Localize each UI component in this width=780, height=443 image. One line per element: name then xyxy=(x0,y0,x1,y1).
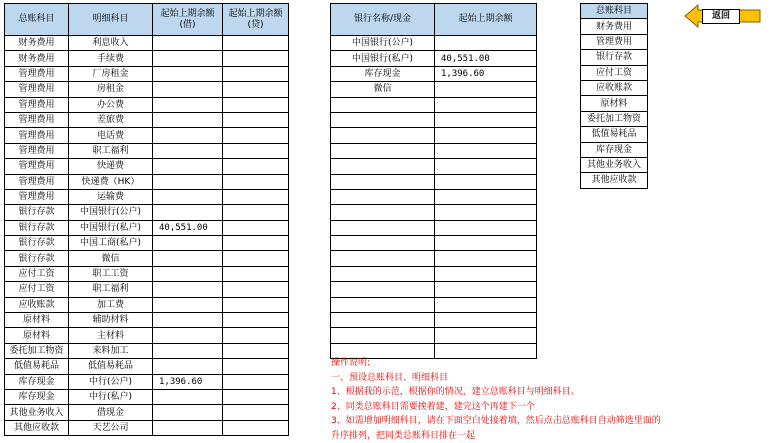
table-row xyxy=(331,66,537,81)
account-list-cell[interactable]: 原材料 xyxy=(581,96,648,111)
debit-cell[interactable] xyxy=(153,143,223,158)
table-row xyxy=(5,251,289,266)
table-row xyxy=(331,282,537,297)
balance-cell[interactable] xyxy=(435,266,537,281)
credit-cell[interactable] xyxy=(223,236,289,251)
debit-cell[interactable] xyxy=(153,82,223,97)
general-account-cell[interactable]: 管理费用 xyxy=(5,66,69,81)
detail-account-cell[interactable]: 运输费 xyxy=(69,189,153,204)
table-row xyxy=(331,51,537,66)
list-item xyxy=(581,34,648,49)
credit-cell[interactable] xyxy=(223,343,289,358)
general-account-cell[interactable]: 管理费用 xyxy=(5,143,69,158)
general-account-cell[interactable]: 财务费用 xyxy=(5,51,69,66)
list-item xyxy=(581,80,648,95)
bank-name-cell[interactable] xyxy=(331,189,435,204)
list-item xyxy=(581,173,648,188)
debit-cell[interactable] xyxy=(153,51,223,66)
table-row xyxy=(5,420,289,435)
list-item xyxy=(581,157,648,172)
account-list-cell[interactable]: 银行存款 xyxy=(581,50,648,65)
balance-cell[interactable] xyxy=(435,282,537,297)
table-row xyxy=(331,328,537,343)
detail-account-cell[interactable]: 职工福利 xyxy=(69,282,153,297)
instruction-line: 2、同类总账科目需要挨着建，建完这个再建下一个 xyxy=(331,400,776,415)
table-row xyxy=(331,112,537,127)
detail-account-cell[interactable]: 来料加工 xyxy=(69,343,153,358)
bank-name-cell[interactable] xyxy=(331,97,435,112)
balance-cell[interactable] xyxy=(435,97,537,112)
table-row xyxy=(331,189,537,204)
account-list-cell[interactable]: 其他应收款 xyxy=(581,173,648,188)
bank-name-cell[interactable] xyxy=(331,266,435,281)
detail-account-cell[interactable]: 房租金 xyxy=(69,82,153,97)
general-account-cell[interactable]: 委托加工物资 xyxy=(5,343,69,358)
balance-cell[interactable] xyxy=(435,328,537,343)
table-row xyxy=(5,97,289,112)
balance-cell[interactable] xyxy=(435,112,537,127)
credit-cell[interactable] xyxy=(223,251,289,266)
general-account-cell[interactable]: 低值易耗品 xyxy=(5,359,69,374)
bank-name-cell[interactable] xyxy=(331,313,435,328)
debit-cell[interactable] xyxy=(153,112,223,127)
table-row xyxy=(5,159,289,174)
back-button[interactable] xyxy=(684,4,762,28)
general-account-cell[interactable]: 管理费用 xyxy=(5,97,69,112)
detail-account-cell[interactable]: 中国工商(私户) xyxy=(69,236,153,251)
account-list-cell[interactable]: 管理费用 xyxy=(581,34,648,49)
list-item xyxy=(581,111,648,126)
detail-account-cell[interactable]: 利息收入 xyxy=(69,36,153,51)
credit-cell[interactable] xyxy=(223,420,289,435)
debit-cell[interactable] xyxy=(153,236,223,251)
general-account-cell[interactable]: 应收账款 xyxy=(5,297,69,312)
account-list-cell[interactable]: 其他业务收入 xyxy=(581,157,648,172)
general-account-cell[interactable]: 库存现金 xyxy=(5,389,69,404)
credit-cell[interactable] xyxy=(223,282,289,297)
detail-account-cell[interactable]: 低值易耗品 xyxy=(69,359,153,374)
detail-account-cell[interactable]: 差旅费 xyxy=(69,112,153,127)
credit-cell[interactable] xyxy=(223,405,289,420)
detail-account-cell[interactable]: 天艺公司 xyxy=(69,420,153,435)
general-account-cell[interactable]: 银行存款 xyxy=(5,220,69,235)
bank-name-cell[interactable] xyxy=(331,251,435,266)
table-row xyxy=(5,174,289,189)
general-account-cell[interactable]: 应付工资 xyxy=(5,282,69,297)
table-row xyxy=(331,159,537,174)
instruction-line: 一、预设总账科目、明细科目 xyxy=(331,371,776,386)
bank-name-cell[interactable] xyxy=(331,143,435,158)
table-row xyxy=(5,66,289,81)
balance-cell[interactable] xyxy=(435,143,537,158)
credit-cell[interactable] xyxy=(223,143,289,158)
credit-cell[interactable] xyxy=(223,189,289,204)
table-row xyxy=(331,266,537,281)
credit-cell[interactable] xyxy=(223,328,289,343)
debit-cell[interactable] xyxy=(153,328,223,343)
general-account-cell[interactable]: 原材料 xyxy=(5,328,69,343)
bank-name-cell[interactable] xyxy=(331,282,435,297)
credit-cell[interactable] xyxy=(223,36,289,51)
general-account-cell[interactable]: 库存现金 xyxy=(5,374,69,389)
list-item xyxy=(581,96,648,111)
table-row xyxy=(5,297,289,312)
credit-cell[interactable] xyxy=(223,220,289,235)
table-row xyxy=(331,236,537,251)
detail-account-cell[interactable]: 快递费（HK） xyxy=(69,174,153,189)
instruction-line: 升序排列，把同类总账科目排在一起 xyxy=(331,429,776,443)
debit-cell[interactable] xyxy=(153,251,223,266)
table-row xyxy=(331,174,537,189)
balance-cell[interactable] xyxy=(435,174,537,189)
general-account-cell[interactable]: 管理费用 xyxy=(5,128,69,143)
table-row xyxy=(5,328,289,343)
debit-cell[interactable] xyxy=(153,205,223,220)
credit-cell[interactable] xyxy=(223,159,289,174)
table-row xyxy=(5,313,289,328)
detail-account-cell[interactable]: 快递费 xyxy=(69,159,153,174)
bank-name-cell[interactable] xyxy=(331,159,435,174)
table-row xyxy=(5,189,289,204)
general-account-cell[interactable]: 应付工资 xyxy=(5,266,69,281)
credit-cell[interactable] xyxy=(223,112,289,127)
table-row xyxy=(5,112,289,127)
general-account-cell[interactable]: 银行存款 xyxy=(5,205,69,220)
debit-cell[interactable] xyxy=(153,343,223,358)
bank-name-cell[interactable]: 中国银行(私户) xyxy=(331,51,435,66)
detail-account-header: 明细科目 xyxy=(69,4,153,36)
instruction-line: 1、根据我的示范，根据你的情况，建立总账科目与明细科目。 xyxy=(331,385,776,400)
table-row xyxy=(331,205,537,220)
table-row xyxy=(5,389,289,404)
credit-cell[interactable] xyxy=(223,266,289,281)
balance-cell[interactable] xyxy=(435,251,537,266)
general-account-cell[interactable]: 银行存款 xyxy=(5,236,69,251)
header-row xyxy=(331,4,537,36)
table-row xyxy=(5,282,289,297)
debit-cell[interactable] xyxy=(153,36,223,51)
list-item xyxy=(581,19,648,34)
balance-cell[interactable] xyxy=(435,297,537,312)
credit-cell[interactable] xyxy=(223,82,289,97)
detail-account-cell[interactable]: 电话费 xyxy=(69,128,153,143)
bank-name-cell[interactable] xyxy=(331,128,435,143)
debit-cell[interactable] xyxy=(153,389,223,404)
table-row xyxy=(331,128,537,143)
table-row xyxy=(5,36,289,51)
debit-cell[interactable] xyxy=(153,159,223,174)
general-account-cell[interactable]: 管理费用 xyxy=(5,112,69,127)
credit-cell[interactable] xyxy=(223,313,289,328)
detail-account-cell[interactable]: 厂房租金 xyxy=(69,66,153,81)
header-row xyxy=(5,4,289,36)
balance-cell[interactable] xyxy=(435,189,537,204)
balance-cell[interactable] xyxy=(435,128,537,143)
detail-account-cell[interactable]: 借现金 xyxy=(69,405,153,420)
debit-cell[interactable]: 1,396.60 xyxy=(153,374,223,389)
account-list-table xyxy=(580,3,648,189)
debit-cell[interactable] xyxy=(153,174,223,189)
general-account-header: 总账科目 xyxy=(5,4,69,36)
table-row xyxy=(5,374,289,389)
credit-cell[interactable] xyxy=(223,66,289,81)
opening-debit-header: 起始上期余额(借) xyxy=(153,4,223,36)
general-account-cell[interactable]: 其他业务收入 xyxy=(5,405,69,420)
table-row xyxy=(331,36,537,51)
table-row xyxy=(5,205,289,220)
credit-cell[interactable] xyxy=(223,205,289,220)
instructions-block xyxy=(331,356,776,443)
bank-name-header: 银行名称/现金 xyxy=(331,4,435,36)
balance-cell[interactable] xyxy=(435,313,537,328)
debit-cell[interactable] xyxy=(153,313,223,328)
detail-account-cell[interactable]: 手续费 xyxy=(69,51,153,66)
debit-cell[interactable] xyxy=(153,405,223,420)
detail-account-cell[interactable]: 中国银行(私户) xyxy=(69,220,153,235)
detail-account-cell[interactable]: 职工工资 xyxy=(69,266,153,281)
left-ledger-table xyxy=(4,3,289,436)
debit-cell[interactable] xyxy=(153,266,223,281)
detail-account-cell[interactable]: 主材料 xyxy=(69,328,153,343)
table-row xyxy=(331,313,537,328)
table-row xyxy=(331,143,537,158)
detail-account-cell[interactable]: 中行(公户) xyxy=(69,374,153,389)
general-account-cell[interactable]: 管理费用 xyxy=(5,174,69,189)
table-row xyxy=(5,266,289,281)
list-item xyxy=(581,142,648,157)
bank-name-cell[interactable]: 微信 xyxy=(331,82,435,97)
table-row xyxy=(5,51,289,66)
debit-cell[interactable] xyxy=(153,359,223,374)
bank-name-cell[interactable]: 库存现金 xyxy=(331,66,435,81)
table-row xyxy=(5,236,289,251)
account-list-cell[interactable]: 应付工资 xyxy=(581,65,648,80)
table-row xyxy=(331,251,537,266)
general-account-cell[interactable]: 管理费用 xyxy=(5,159,69,174)
balance-cell[interactable] xyxy=(435,36,537,51)
table-row xyxy=(5,82,289,97)
table-row xyxy=(331,297,537,312)
credit-cell[interactable] xyxy=(223,297,289,312)
general-account-cell[interactable]: 财务费用 xyxy=(5,36,69,51)
general-account-cell[interactable]: 管理费用 xyxy=(5,189,69,204)
debit-cell[interactable] xyxy=(153,97,223,112)
bank-name-cell[interactable] xyxy=(331,205,435,220)
bank-name-cell[interactable] xyxy=(331,112,435,127)
detail-account-cell[interactable]: 加工费 xyxy=(69,297,153,312)
balance-cell[interactable]: 1,396.60 xyxy=(435,66,537,81)
credit-cell[interactable] xyxy=(223,359,289,374)
table-row xyxy=(5,143,289,158)
debit-cell[interactable] xyxy=(153,128,223,143)
balance-cell[interactable]: 40,551.00 xyxy=(435,51,537,66)
credit-cell[interactable] xyxy=(223,97,289,112)
general-account-cell[interactable]: 原材料 xyxy=(5,313,69,328)
debit-cell[interactable] xyxy=(153,297,223,312)
table-row xyxy=(5,220,289,235)
balance-cell[interactable] xyxy=(435,82,537,97)
opening-credit-header: 起始上期余额(贷) xyxy=(223,4,289,36)
credit-cell[interactable] xyxy=(223,174,289,189)
header-row xyxy=(581,4,648,19)
account-list-cell[interactable]: 委托加工物资 xyxy=(581,111,648,126)
debit-cell[interactable] xyxy=(153,420,223,435)
table-row xyxy=(5,343,289,358)
bank-name-cell[interactable] xyxy=(331,174,435,189)
bank-balance-table xyxy=(330,3,537,359)
debit-cell[interactable] xyxy=(153,66,223,81)
credit-cell[interactable] xyxy=(223,128,289,143)
general-account-cell[interactable]: 管理费用 xyxy=(5,82,69,97)
bank-name-cell[interactable] xyxy=(331,297,435,312)
detail-account-cell[interactable]: 职工福利 xyxy=(69,143,153,158)
back-button-label: 返回 xyxy=(702,9,740,24)
debit-cell[interactable] xyxy=(153,282,223,297)
credit-cell[interactable] xyxy=(223,374,289,389)
table-row xyxy=(331,82,537,97)
balance-cell[interactable] xyxy=(435,220,537,235)
table-row xyxy=(5,405,289,420)
detail-account-cell[interactable]: 微信 xyxy=(69,251,153,266)
balance-cell[interactable] xyxy=(435,159,537,174)
bank-name-cell[interactable]: 中国银行(公户) xyxy=(331,36,435,51)
table-row xyxy=(331,220,537,235)
debit-cell[interactable] xyxy=(153,189,223,204)
general-account-cell[interactable]: 银行存款 xyxy=(5,251,69,266)
detail-account-cell[interactable]: 中行(私户) xyxy=(69,389,153,404)
bank-name-cell[interactable] xyxy=(331,328,435,343)
account-list-cell[interactable]: 低值易耗品 xyxy=(581,127,648,142)
table-row xyxy=(5,128,289,143)
account-list-header: 总账科目 xyxy=(581,4,648,19)
bank-name-cell[interactable] xyxy=(331,236,435,251)
list-item xyxy=(581,50,648,65)
list-item xyxy=(581,127,648,142)
opening-balance-header: 起始上期余额 xyxy=(435,4,537,36)
credit-cell[interactable] xyxy=(223,51,289,66)
detail-account-cell[interactable]: 辅助材料 xyxy=(69,313,153,328)
account-list-cell[interactable]: 财务费用 xyxy=(581,19,648,34)
detail-account-cell[interactable]: 中国银行(公户) xyxy=(69,205,153,220)
bank-name-cell[interactable] xyxy=(331,220,435,235)
table-row xyxy=(5,359,289,374)
list-item xyxy=(581,65,648,80)
debit-cell[interactable]: 40,551.00 xyxy=(153,220,223,235)
account-list-cell[interactable]: 库存现金 xyxy=(581,142,648,157)
detail-account-cell[interactable]: 办公费 xyxy=(69,97,153,112)
balance-cell[interactable] xyxy=(435,205,537,220)
table-row xyxy=(331,97,537,112)
balance-cell[interactable] xyxy=(435,236,537,251)
instructions-title: 操作说明: xyxy=(331,356,776,371)
general-account-cell[interactable]: 其他应收款 xyxy=(5,420,69,435)
instruction-line: 3、如需增加明细科目，请在下面空白处接着填，然后点击总账科目自动筛选里面的 xyxy=(331,414,776,429)
account-list-cell[interactable]: 应收账款 xyxy=(581,80,648,95)
credit-cell[interactable] xyxy=(223,389,289,404)
